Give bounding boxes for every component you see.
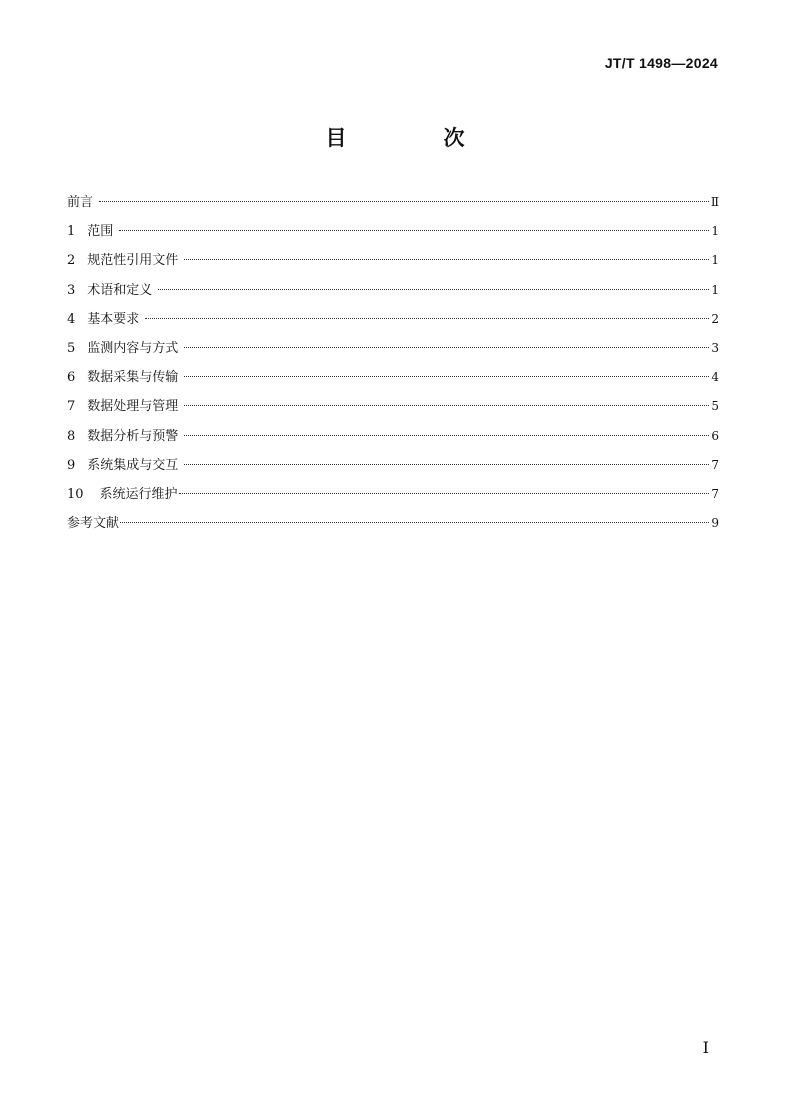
toc-dot-leader: [184, 464, 709, 465]
toc-entry-number: 6: [67, 370, 76, 386]
toc-entry-title: 前言: [67, 195, 94, 210]
document-code: JT/T 1498—2024: [604, 55, 718, 71]
page-number: I: [702, 1038, 709, 1057]
toc-entry-title: 范围: [87, 224, 114, 240]
toc-dot-leader: [184, 405, 709, 406]
toc-entry-title: 系统运行维护: [99, 486, 178, 502]
toc-dot-leader: [184, 435, 709, 436]
toc-entry-title: 参考文献: [67, 516, 120, 532]
toc-entry-2[interactable]: [67, 246, 719, 275]
toc-entry-number: 1: [67, 224, 76, 240]
toc-entry-5[interactable]: [67, 334, 719, 363]
toc-entry-page: 7: [711, 457, 719, 472]
toc-entry-title: 基本要求: [87, 311, 140, 327]
toc-dot-leader: [184, 347, 709, 348]
toc-entry-page: 1: [711, 224, 719, 239]
toc-entry-references[interactable]: [67, 509, 719, 538]
toc-entry-page: 6: [711, 428, 719, 443]
toc-entry-7[interactable]: [67, 392, 719, 421]
toc-entry-page: 7: [711, 486, 719, 501]
toc-entry-3[interactable]: [67, 276, 719, 305]
toc-entry-title: 数据分析与预警: [87, 428, 179, 444]
toc-entry-number: 8: [67, 428, 76, 444]
toc-entry-title: 规范性引用文件: [87, 253, 179, 269]
toc-dot-leader: [184, 376, 709, 377]
toc-list: [67, 188, 719, 538]
toc-entry-page: 5: [711, 399, 719, 414]
toc-entry-page: 1: [711, 253, 719, 268]
toc-entry-number: 5: [67, 340, 76, 356]
toc-entry-page: 3: [711, 340, 719, 355]
toc-entry-title: 数据采集与传输: [87, 370, 179, 386]
toc-entry-title: 术语和定义: [87, 282, 153, 298]
toc-entry-page: 2: [711, 311, 719, 326]
toc-dot-leader: [158, 289, 709, 290]
toc-entry-foreword[interactable]: [67, 188, 719, 217]
toc-entry-number: 9: [67, 457, 76, 473]
toc-dot-leader: [179, 493, 709, 494]
toc-entry-9[interactable]: [67, 451, 719, 480]
toc-entry-10[interactable]: [67, 480, 719, 509]
toc-entry-1[interactable]: [67, 217, 719, 246]
toc-entry-title: 数据处理与管理: [87, 399, 179, 415]
toc-dot-leader: [184, 259, 709, 260]
toc-dot-leader: [99, 201, 709, 202]
toc-entry-page: 4: [711, 370, 719, 385]
toc-entry-page: Ⅱ: [710, 195, 719, 209]
toc-title: 目 次: [325, 126, 503, 150]
toc-dot-leader: [120, 522, 709, 523]
toc-entry-title: 系统集成与交互: [87, 457, 179, 473]
toc-entry-number: 7: [67, 399, 76, 415]
toc-dot-leader: [145, 318, 709, 319]
toc-entry-4[interactable]: [67, 305, 719, 334]
toc-entry-6[interactable]: [67, 363, 719, 392]
toc-dot-leader: [119, 230, 709, 231]
toc-entry-number: 10: [67, 486, 84, 502]
toc-entry-title: 监测内容与方式: [87, 340, 179, 356]
toc-entry-number: 3: [67, 282, 76, 298]
toc-entry-number: 2: [67, 253, 76, 269]
toc-entry-page: 1: [711, 282, 719, 297]
toc-entry-8[interactable]: [67, 422, 719, 451]
toc-entry-page: 9: [711, 516, 719, 531]
toc-entry-number: 4: [67, 311, 76, 327]
